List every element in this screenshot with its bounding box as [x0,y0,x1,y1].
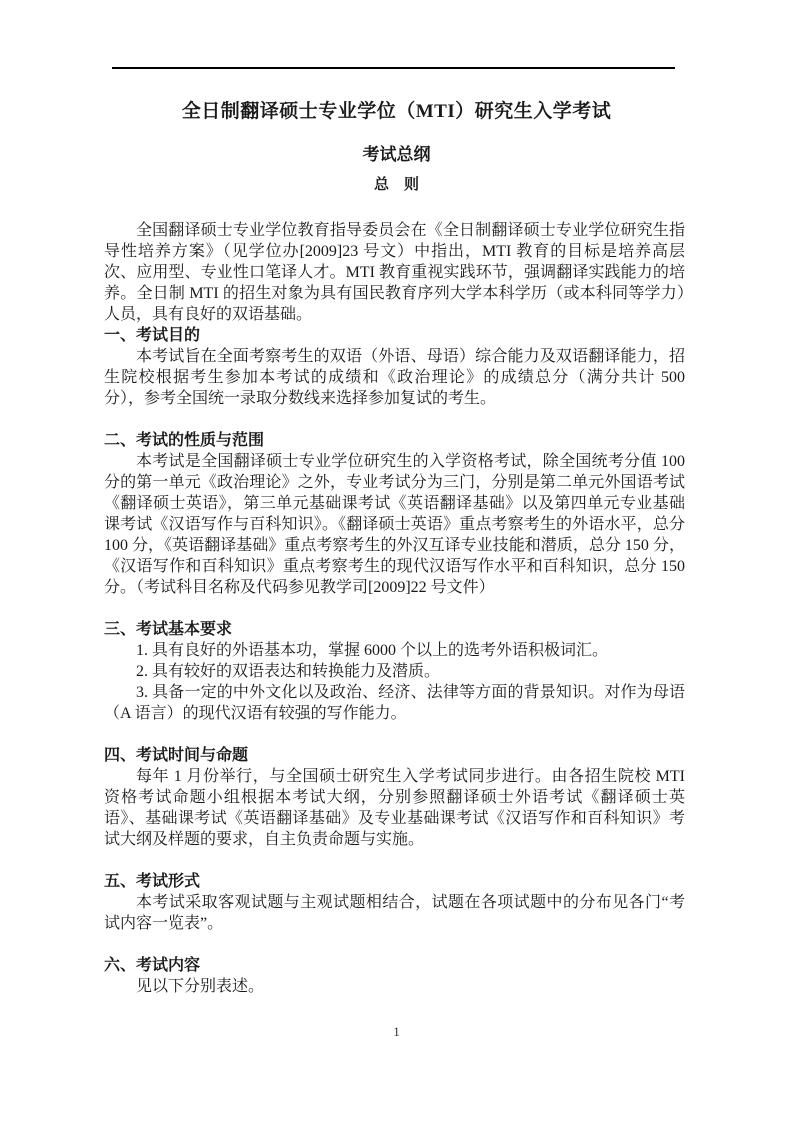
page-number: 1 [393,1024,400,1039]
section-exam-content [104,955,685,997]
intro-paragraph: 全国翻译硕士专业学位教育指导委员会在《全日制翻译硕士专业学位研究生指导性培养方案》（见学位办[2009]23 号文）中指出，MTI 教育的目标是培养高层次、应用型、专业性口笔译人才。MTI 教育重视实践环节，强调翻译实践能力的培养。全日制 MTI 的招生对象为具有国民教育序列大学本科学历（或本科同等学力）人员，具有良好的双语基础。 [104,222,685,323]
general-provisions-label: 总 则 [373,177,419,193]
section-paragraph: 本考试是全国翻译硕士专业学位研究生的入学资格考试，除全国统考分值 100 分的第一单元《政治理论》之外，专业考试分为三门，分别是第二单元外国语考试《翻译硕士英语》，第三单元基础课考试《英语翻译基础》以及第四单元专业基础课考试《汉语写作与百科知识》。《翻译硕士英语》重点考察考生的外语水平，总分 100 分，《英语翻译基础》重点考察考生的外汉互译专业技能和潜质，总分 150 分，《汉语写作和百科知识》重点考察考生的现代汉语写作水平和百科知识，总分 150 分。（考试科目名称及代码参见教学司[2009]22 号文件） [104,453,685,596]
section-heading: 四、考试时间与命题 [104,747,249,764]
section-paragraph: 见以下分别表述。 [136,978,265,995]
list-item: 1. 具有良好的外语基本功，掌握 6000 个以上的选考外语积极词汇。 [136,642,609,659]
section-paragraph: 本考试采取客观试题与主观试题相结合，试题在各项试题中的分布见各门“考试内容一览表”。 [104,894,685,932]
section-time-and-commissioning [104,745,685,850]
section-paragraph: 本考试旨在全面考察考生的双语（外语、母语）综合能力及双语翻译能力，招生院校根据考生参加本考试的成绩和《政治理论》的成绩总分（满分共计 500 分），参考全国统一录取分数线来选择参加复试的考生。 [104,348,685,407]
section-nature-and-scope [104,430,685,598]
section-exam-format [104,871,685,934]
list-item: 3. 具备一定的中外文化以及政治、经济、法律等方面的背景知识。对作为母语（A 语言）的现代汉语有较强的写作能力。 [104,684,685,722]
document-body [104,220,685,997]
document-title: 全日制翻译硕士专业学位（MTI）研究生入学考试 [181,101,612,122]
section-heading: 二、考试的性质与范围 [104,432,265,449]
section-heading: 三、考试基本要求 [104,621,233,638]
header-rule [112,67,675,69]
section-heading: 一、考试目的 [104,327,201,344]
section-exam-purpose [104,325,685,409]
section-heading: 六、考试内容 [104,957,201,974]
list-item: 2. 具有较好的双语表达和转换能力及潜质。 [136,663,441,680]
section-heading: 五、考试形式 [104,873,201,890]
section-basic-requirements [104,619,685,724]
document-subtitle: 考试总纲 [362,145,431,164]
section-paragraph: 每年 1 月份举行，与全国硕士研究生入学考试同步进行。由各招生院校 MTI 资格考试命题小组根据本考试大纲，分别参照翻译硕士外语考试《翻译硕士英语》、基础课考试《英语翻译基础》及专业基础课考试《汉语写作和百科知识》考试大纲及样题的要求，自主负责命题与实施。 [104,768,685,848]
